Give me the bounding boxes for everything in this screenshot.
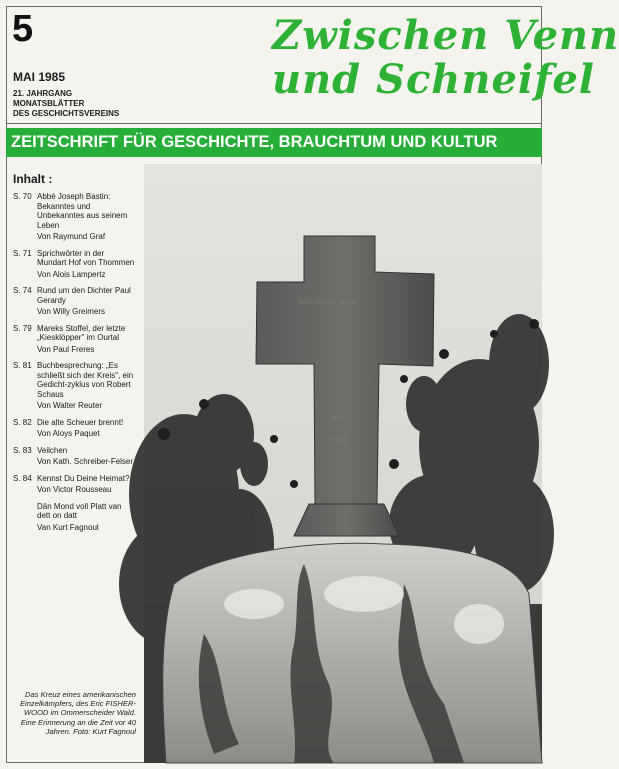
issue-subtitle [13, 89, 143, 119]
masthead-banner: ZEITSCHRIFT FÜR GESCHICHTE, BRAUCHTUM UND KULTUR [6, 128, 542, 157]
subtitle-line: DES GESCHICHTSVEREINS [13, 109, 120, 118]
toc-page-number: S. 82 [13, 417, 32, 427]
table-of-contents [13, 172, 135, 539]
toc-entry [13, 446, 135, 467]
toc-title: Die alte Scheuer brennt! [37, 417, 124, 427]
toc-author: Van Kurt Fagnoul [37, 522, 99, 532]
toc-page-number: S. 79 [13, 323, 32, 333]
toc-entry [13, 361, 135, 411]
toc-page-number: S. 84 [13, 473, 32, 483]
toc-entry [13, 324, 135, 355]
toc-title: Rund um den Dichter Paul Gerardy [37, 286, 131, 305]
issue-date: MAI 1985 [13, 70, 66, 84]
masthead-title [272, 12, 619, 103]
toc-title: Kennst Du Deine Heimat? [37, 473, 130, 483]
toc-page-number: S. 81 [13, 361, 32, 370]
toc-author: Von Alois Lampertz [37, 269, 106, 279]
toc-title: Abbé Joseph Bastin: Bekanntes und Unbekanntes aus seinem Leben [37, 192, 128, 230]
toc-entry [13, 502, 135, 533]
subtitle-line: 21. JAHRGANG [13, 89, 73, 98]
toc-entry [13, 192, 135, 242]
toc-entry [13, 286, 135, 317]
toc-entry [13, 249, 135, 280]
toc-author: Von Kath. Schreiber-Felser [37, 457, 134, 466]
cross-inscription-line: Friede [329, 438, 347, 444]
toc-title: Veilchen [37, 445, 68, 455]
toc-author: Von Victor Rousseau [37, 485, 112, 494]
cross-inscription-line: ERIC FISHER WOOD [299, 300, 359, 306]
toc-title: Mareks Stoffel, der letzte „Kiesklöpper" im Ourtal [37, 323, 126, 342]
toc-page-number: S. 74 [13, 286, 32, 295]
toc-author: Von Willy Greimers [37, 307, 106, 316]
toc-list [13, 192, 135, 532]
toc-author: Von Paul Freres [37, 344, 95, 354]
toc-entry [13, 418, 135, 439]
toc-author: Von Aloys Paquet [37, 429, 100, 438]
toc-heading: Inhalt : [13, 172, 53, 186]
toc-entry [13, 474, 135, 495]
cross-photo-image [144, 164, 542, 763]
toc-author: Von Raymund Graf [37, 232, 106, 241]
toc-page-number: S. 71 [13, 248, 32, 258]
subtitle-line: MONATSBLÄTTER [13, 99, 85, 108]
cross-inscription-line: 1944 [329, 416, 343, 422]
masthead-title-line: Zwischen Venn [272, 12, 619, 59]
toc-page-number: S. 83 [13, 445, 32, 455]
cover-photo [144, 164, 542, 763]
issue-number: 5 [12, 8, 34, 50]
masthead-divider [6, 123, 542, 124]
toc-title: Sprichwörter in der Mundart Hof von Thommen [37, 248, 135, 267]
photo-caption: Das Kreuz eines amerikanischen Einzelkämpfers, des Eric FISHER-WOOD im Ommerscheider Wald. Eine Erinnerung an die Zeit vor 40 Jahren. Foto: Kurt Fagnoul [19, 690, 136, 736]
masthead-title-line: und Schneifel [272, 56, 595, 103]
toc-author: Von Walter Reuter [37, 401, 103, 410]
toc-title: Dän Mond voll Platt van dett on datt [37, 501, 122, 520]
toc-title: Buchbesprechung: „Es schließt sich der Kreis", ein Gedicht-zyklus von Robert Schaus [37, 361, 134, 399]
toc-page-number: S. 70 [13, 192, 32, 201]
